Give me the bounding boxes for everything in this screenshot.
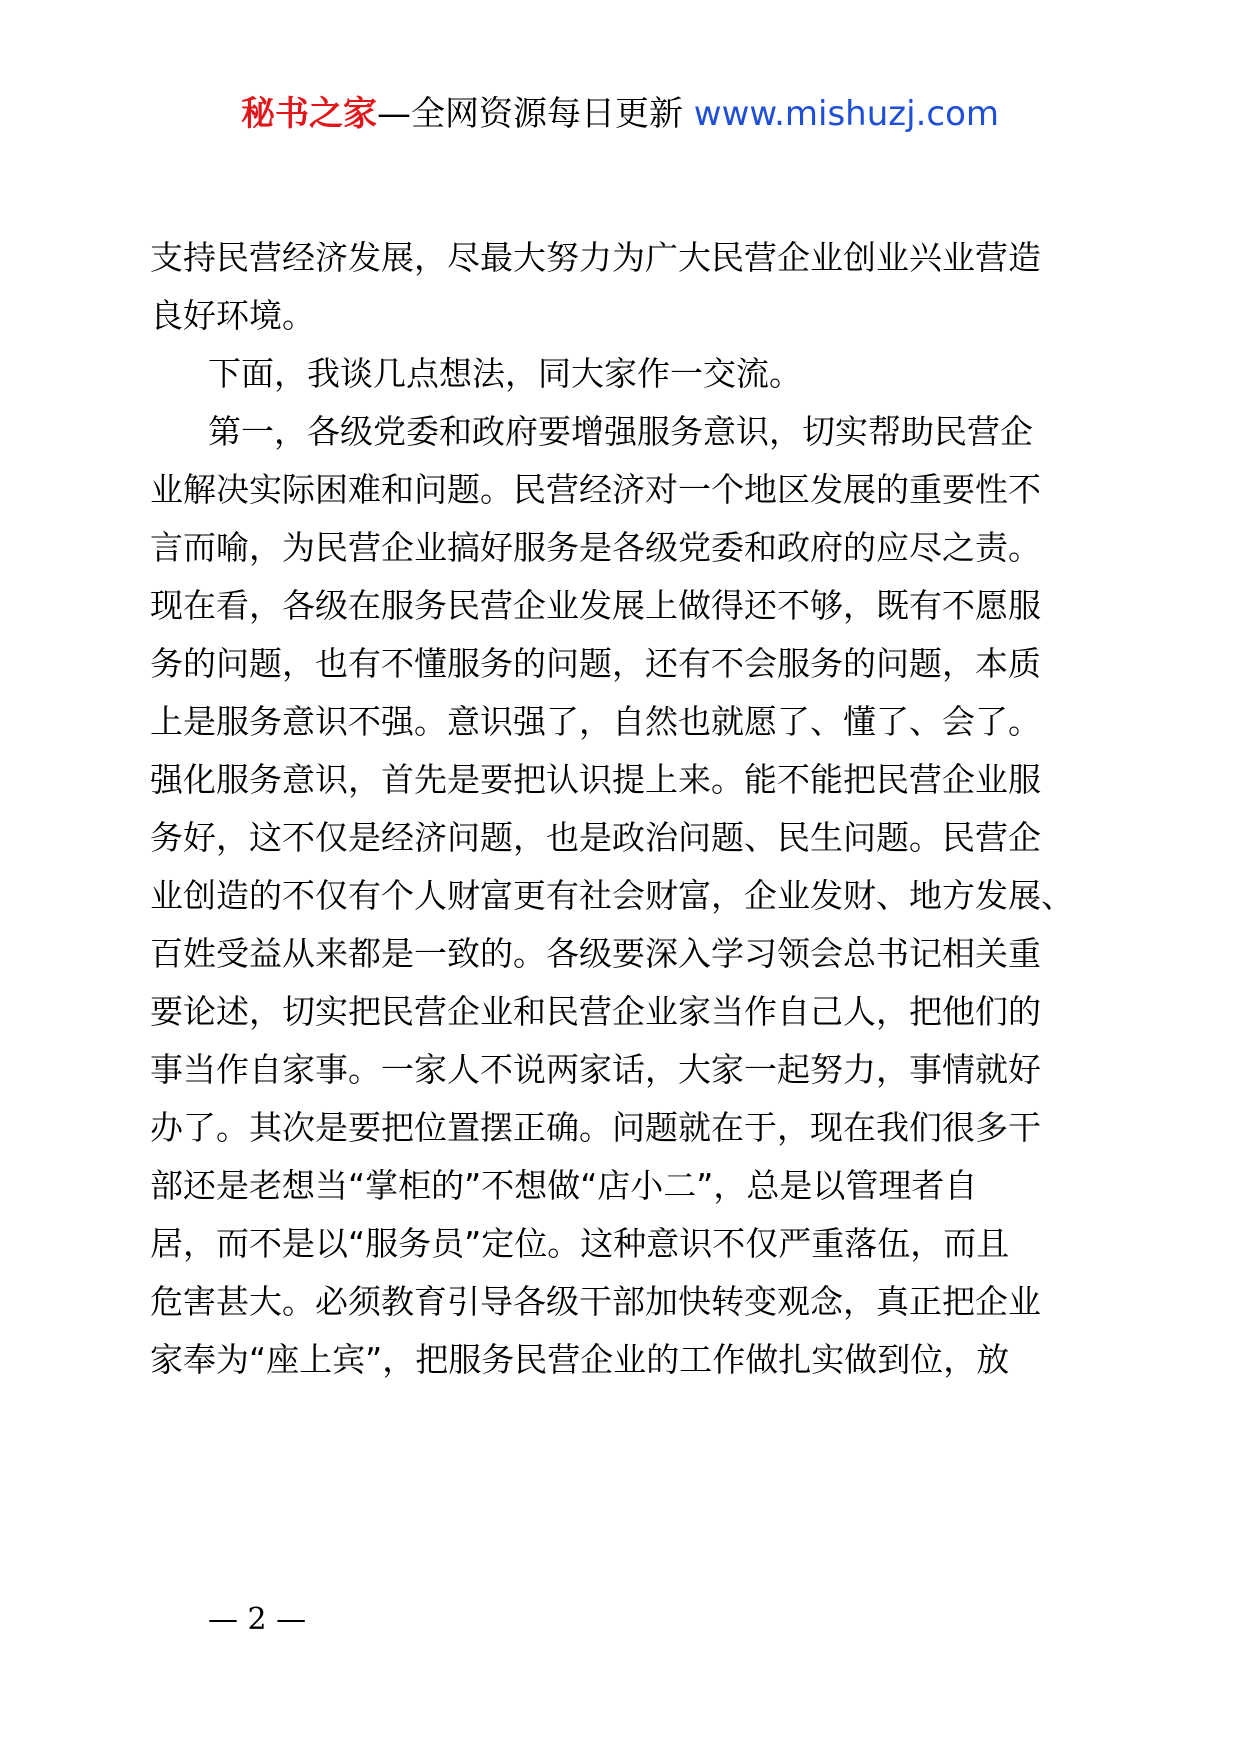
document-body: [0, 238, 1240, 1538]
text-line: 事当作自家事。一家人不说两家话，大家一起努力，事情就好: [150, 1050, 1041, 1089]
text-line: 支持民营经济发展，尽最大努力为广大民营企业创业兴业营造: [150, 238, 1041, 277]
header-url[interactable]: www.mishuzj.com: [693, 94, 999, 134]
text-line: 下面，我谈几点想法，同大家作一交流。: [208, 354, 802, 393]
text-line: 良好环境。: [150, 296, 315, 335]
document-header: [0, 92, 1240, 136]
text-line: 上是服务意识不强。意识强了，自然也就愿了、懂了、会了。: [150, 702, 1041, 741]
text-line: 强化服务意识，首先是要把认识提上来。能不能把民营企业服: [150, 760, 1041, 799]
text-line: 业解决实际困难和问题。民营经济对一个地区发展的重要性不: [150, 470, 1041, 509]
text-line: 务好，这不仅是经济问题，也是政治问题、民生问题。民营企: [150, 818, 1041, 857]
text-line: 务的问题，也有不懂服务的问题，还有不会服务的问题，本质: [150, 644, 1041, 683]
text-line: 业创造的不仅有个人财富更有社会财富，企业发财、地方发展、: [150, 876, 1074, 915]
text-line: 要论述，切实把民营企业和民营企业家当作自己人，把他们的: [150, 992, 1041, 1031]
header-slogan: —全网资源每日更新: [376, 94, 694, 134]
text-line: 危害甚大。必须教育引导各级干部加快转变观念，真正把企业: [150, 1282, 1041, 1321]
text-line: 家奉为“座上宾”，把服务民营企业的工作做扎实做到位，放: [150, 1340, 1010, 1379]
text-line: 部还是老想当“掌柜的”不想做“店小二”，总是以管理者自: [150, 1166, 978, 1205]
text-line: 办了。其次是要把位置摆正确。问题就在于，现在我们很多干: [150, 1108, 1041, 1147]
page-number: — 2 —: [208, 1602, 307, 1637]
text-line: 居，而不是以“服务员”定位。这种意识不仅严重落伍，而且: [150, 1224, 1010, 1263]
text-line: 言而喻，为民营企业搞好服务是各级党委和政府的应尽之责。: [150, 528, 1041, 567]
header-brand: 秘书之家: [240, 94, 377, 134]
text-line: 百姓受益从来都是一致的。各级要深入学习领会总书记相关重: [150, 934, 1041, 973]
text-line: 现在看，各级在服务民营企业发展上做得还不够，既有不愿服: [150, 586, 1041, 625]
text-line: 第一，各级党委和政府要增强服务意识，切实帮助民营企: [208, 412, 1033, 451]
